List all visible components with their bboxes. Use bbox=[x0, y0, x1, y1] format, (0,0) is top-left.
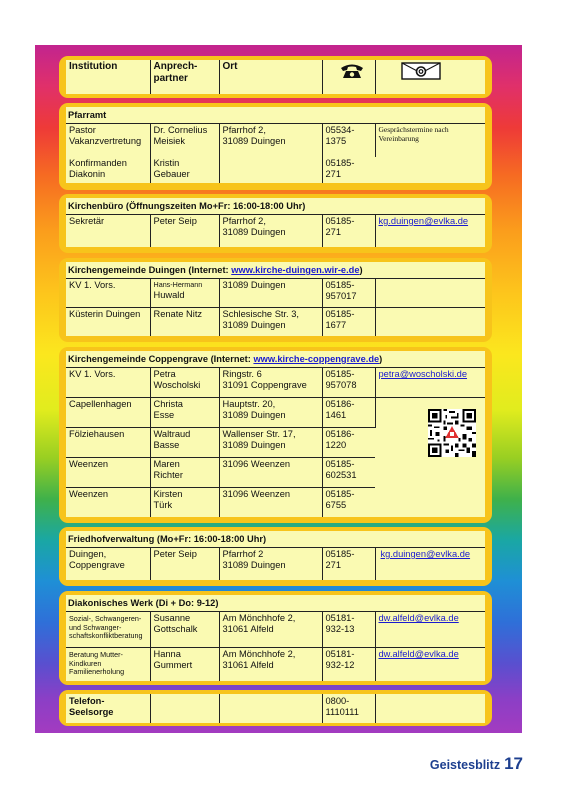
cell-institution: Weenzen bbox=[66, 488, 150, 518]
cell-contact: Kristin Gebauer bbox=[150, 157, 219, 183]
cell-contact: Kirsten Türk bbox=[150, 488, 219, 518]
cell-phone: 05185- 957078 bbox=[322, 368, 375, 398]
cell-contact: Peter Seip bbox=[150, 548, 219, 580]
cell-institution: Beratung Mutter- Kindkuren Familienerholung bbox=[66, 648, 150, 682]
header-block bbox=[59, 56, 492, 98]
kirchenbuero-title: Kirchenbüro (Öffnungszeiten Mo+Fr: 16:00-18:00 Uhr) bbox=[66, 198, 485, 215]
cell-address: Wallenser Str. 17, 31089 Duingen bbox=[219, 428, 322, 458]
cell-contact bbox=[150, 694, 219, 723]
coppengrave-block bbox=[59, 347, 492, 523]
cell-institution: Fölziehausen bbox=[66, 428, 150, 458]
header-phone bbox=[322, 60, 375, 94]
email-link[interactable]: dw.alfeld@evlka.de bbox=[378, 613, 459, 623]
table-row bbox=[66, 548, 485, 580]
cell-phone: 05181- 932-12 bbox=[322, 648, 375, 682]
page-footer bbox=[430, 754, 523, 774]
cell-email bbox=[375, 308, 485, 337]
header-contact: Anprech- partner bbox=[150, 60, 219, 94]
cell-institution: Sekretär bbox=[66, 215, 150, 247]
table-row bbox=[66, 398, 485, 428]
cell-contact: Christa Esse bbox=[150, 398, 219, 428]
cell-phone: 05181- 932-13 bbox=[322, 612, 375, 648]
cell-phone: 05534- 1375 bbox=[322, 124, 375, 157]
email-icon bbox=[401, 62, 441, 80]
table-row bbox=[66, 694, 485, 723]
email-link[interactable]: kg.duingen@evlka.de bbox=[378, 216, 469, 226]
cell-phone: 05185- 1677 bbox=[322, 308, 375, 337]
cell-phone: 05185- 602531 bbox=[322, 458, 375, 488]
cell-contact: Peter Seip bbox=[150, 215, 219, 247]
cell-contact: Susanne Gottschalk bbox=[150, 612, 219, 648]
telephone-icon bbox=[340, 63, 364, 79]
table-row bbox=[66, 215, 485, 247]
friedhof-title: Friedhofverwaltung (Mo+Fr: 16:00-18:00 Uhr) bbox=[66, 531, 485, 548]
cell-email bbox=[375, 368, 485, 398]
cell-institution: KV 1. Vors. bbox=[66, 368, 150, 398]
coppengrave-title: Kirchengemeinde Coppengrave (Internet: www.kirche-coppengrave.de) bbox=[66, 351, 485, 368]
cell-email bbox=[375, 612, 485, 648]
cell-institution: Telefon- Seelsorge bbox=[66, 694, 150, 723]
cell-address: Ringstr. 6 31091 Coppengrave bbox=[219, 368, 322, 398]
table-row bbox=[66, 648, 485, 682]
friedhof-block bbox=[59, 527, 492, 586]
table-row bbox=[66, 279, 485, 308]
cell-phone: 05185- 271 bbox=[322, 548, 375, 580]
cell-phone: 05186- 1220 bbox=[322, 428, 375, 458]
email-link[interactable]: petra@woscholski.de bbox=[378, 369, 468, 379]
cell-address: Am Mönchhofe 2, 31061 Alfeld bbox=[219, 648, 322, 682]
table-row bbox=[66, 612, 485, 648]
cell-institution: Konfirmanden Diakonin bbox=[66, 157, 150, 183]
cell-address: 31096 Weenzen bbox=[219, 488, 322, 518]
cell-note: Gesprächstermine nach Vereinbarung bbox=[378, 125, 449, 143]
cell-address: Pfarrhof 2, 31089 Duingen bbox=[219, 215, 322, 247]
cell-email bbox=[375, 279, 485, 308]
cell-contact: Hanna Gummert bbox=[150, 648, 219, 682]
cell-address: Pfarrhof 2, 31089 Duingen bbox=[219, 124, 322, 157]
kirchenbuero-block bbox=[59, 194, 492, 253]
cell-contact: Renate Nitz bbox=[150, 308, 219, 337]
cell-email bbox=[375, 648, 485, 682]
cell-address: 31089 Duingen bbox=[219, 279, 322, 308]
cell-address bbox=[219, 694, 322, 723]
duingen-block bbox=[59, 258, 492, 342]
pfarramt-title: Pfarramt bbox=[66, 107, 485, 124]
pfarramt-block bbox=[59, 103, 492, 190]
magazine-name: Geistesblitz bbox=[429, 758, 501, 772]
cell-institution: Sozial-, Schwangeren- und Schwanger- schaftskonfliktberatung bbox=[66, 612, 150, 648]
header-place: Ort bbox=[219, 60, 322, 94]
duingen-url-link[interactable]: www.kirche-duingen.wir-e.de bbox=[231, 265, 360, 275]
cell-institution: Küsterin Duingen bbox=[66, 308, 150, 337]
cell-email bbox=[375, 694, 485, 723]
telefon-block bbox=[59, 690, 492, 726]
duingen-title: Kirchengemeinde Duingen (Internet: www.kirche-duingen.wir-e.de) bbox=[66, 262, 485, 279]
qr-code-icon[interactable] bbox=[428, 409, 476, 457]
cell-address: Hauptstr. 20, 31089 Duingen bbox=[219, 398, 322, 428]
cell-email bbox=[375, 548, 485, 580]
cell-phone: 05185- 271 bbox=[322, 215, 375, 247]
cell-phone: 0800- 1110111 bbox=[322, 694, 375, 723]
cell-address: 31096 Weenzen bbox=[219, 458, 322, 488]
cell-contact: Dr. Cornelius Meisiek bbox=[150, 124, 219, 157]
cell-address: Pfarrhof 2 31089 Duingen bbox=[219, 548, 322, 580]
header-institution: Institution bbox=[66, 60, 150, 94]
coppengrave-url-link[interactable]: www.kirche-coppengrave.de bbox=[253, 354, 380, 364]
page-number: 17 bbox=[504, 754, 523, 773]
diakonie-title: Diakonisches Werk (Di + Do: 9-12) bbox=[66, 595, 485, 612]
cell-institution: Pastor Vakanzvertretung bbox=[66, 124, 150, 157]
cell-institution: Weenzen bbox=[66, 458, 150, 488]
cell-institution: KV 1. Vors. bbox=[66, 279, 150, 308]
table-row bbox=[66, 308, 485, 337]
cell-contact: Waltraud Basse bbox=[150, 428, 219, 458]
cell-contact: Maren Richter bbox=[150, 458, 219, 488]
cell-phone: 05186- 1461 bbox=[322, 398, 375, 428]
cell-address bbox=[219, 157, 322, 183]
cell-phone: 05185- 957017 bbox=[322, 279, 375, 308]
table-row bbox=[66, 368, 485, 398]
table-row bbox=[66, 124, 485, 157]
header-mail bbox=[375, 60, 485, 94]
cell-contact: Hans-Hermann Huwald bbox=[150, 279, 219, 308]
cell-contact: Petra Woscholski bbox=[150, 368, 219, 398]
diakonie-block bbox=[59, 591, 492, 685]
email-link[interactable]: kg.duingen@evlka.de bbox=[380, 549, 471, 559]
cell-phone: 05185- 271 bbox=[325, 158, 355, 179]
cell-phone: 05185- 6755 bbox=[322, 488, 375, 518]
cell-address: Schlesische Str. 3, 31089 Duingen bbox=[219, 308, 322, 337]
cell-address: Am Mönchhofe 2, 31061 Alfeld bbox=[219, 612, 322, 648]
email-link[interactable]: dw.alfeld@evlka.de bbox=[378, 649, 459, 659]
cell-email bbox=[375, 215, 485, 247]
cell-institution: Capellenhagen bbox=[66, 398, 150, 428]
cell-institution: Duingen, Coppengrave bbox=[66, 548, 150, 580]
